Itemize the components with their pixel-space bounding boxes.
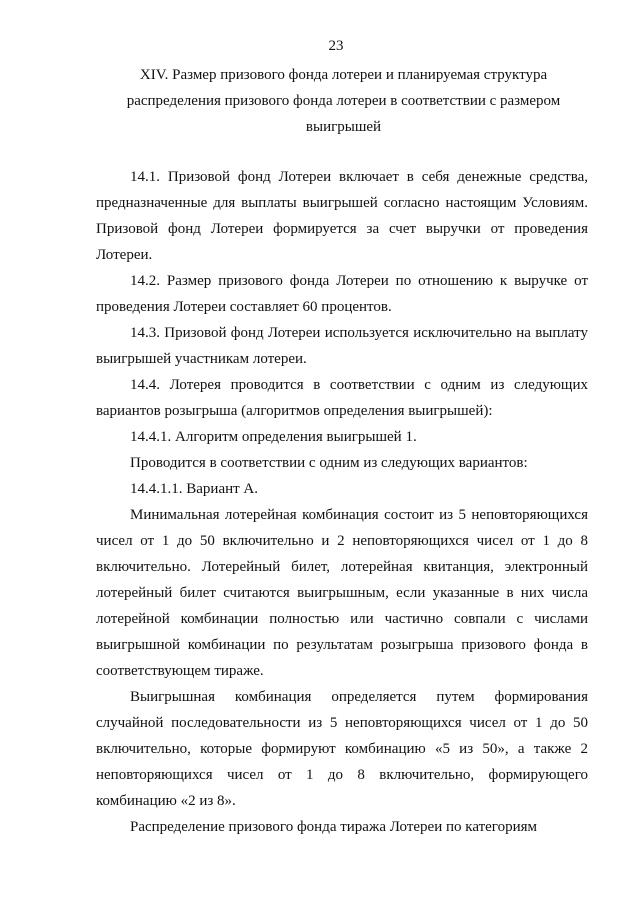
- paragraph-14-1: 14.1. Призовой фонд Лотереи включает в себя денежные средства, предназначенные для выплаты выигрышей согласно настоящим Условиям. Призовой фонд Лотереи формируется за счет выручки от проведения Лотереи.: [96, 169, 588, 263]
- paragraph-variants-intro: Проводится в соответствии с одним из следующих вариантов:: [130, 455, 528, 471]
- paragraph-winning-combination: Выигрышная комбинация определяется путем формирования случайной последовательности из 5 неповторяющихся чисел от 1 до 50 включительно, которые формируют комбинацию «5 из 50», а также 2 неповторяющихся чисел от 1 до 8 включительно, формирующего комбинацию «2 из 8».: [96, 689, 588, 809]
- section-heading: XIV. Размер призового фонда лотереи и планируемая структура распределения призового фонда лотереи в соответствии с размером выигрышей: [126, 67, 561, 135]
- paragraph-14-3: 14.3. Призовой фонд Лотереи используется исключительно на выплату выигрышей участникам лотереи.: [96, 325, 588, 367]
- paragraph-minimal-combination: Минимальная лотерейная комбинация состоит из 5 неповторяющихся чисел от 1 до 50 включительно и 2 неповторяющихся чисел от 1 до 8 включительно. Лотерейный билет, лотерейная квитанция, электронный лотерейный билет считаются выигрышным, если указанные в них числа лотерейной комбинации полностью или частично совпали с числами выигрышной комбинации по результатам розыгрыша призового фонда в соответствующем тираже.: [96, 507, 588, 679]
- document-body: [96, 164, 588, 840]
- paragraph-prize-distribution: Распределение призового фонда тиража Лотереи по категориям: [130, 819, 538, 835]
- paragraph-14-4-1-1: 14.4.1.1. Вариант А.: [130, 481, 259, 497]
- paragraph-14-2: 14.2. Размер призового фонда Лотереи по отношению к выручке от проведения Лотереи составляет 60 процентов.: [96, 273, 588, 315]
- paragraph-14-4: 14.4. Лотерея проводится в соответствии с одним из следующих вариантов розыгрыша (алгоритмов определения выигрышей):: [96, 377, 588, 419]
- page-number: 23: [328, 38, 344, 54]
- paragraph-14-4-1: 14.4.1. Алгоритм определения выигрышей 1.: [130, 429, 417, 445]
